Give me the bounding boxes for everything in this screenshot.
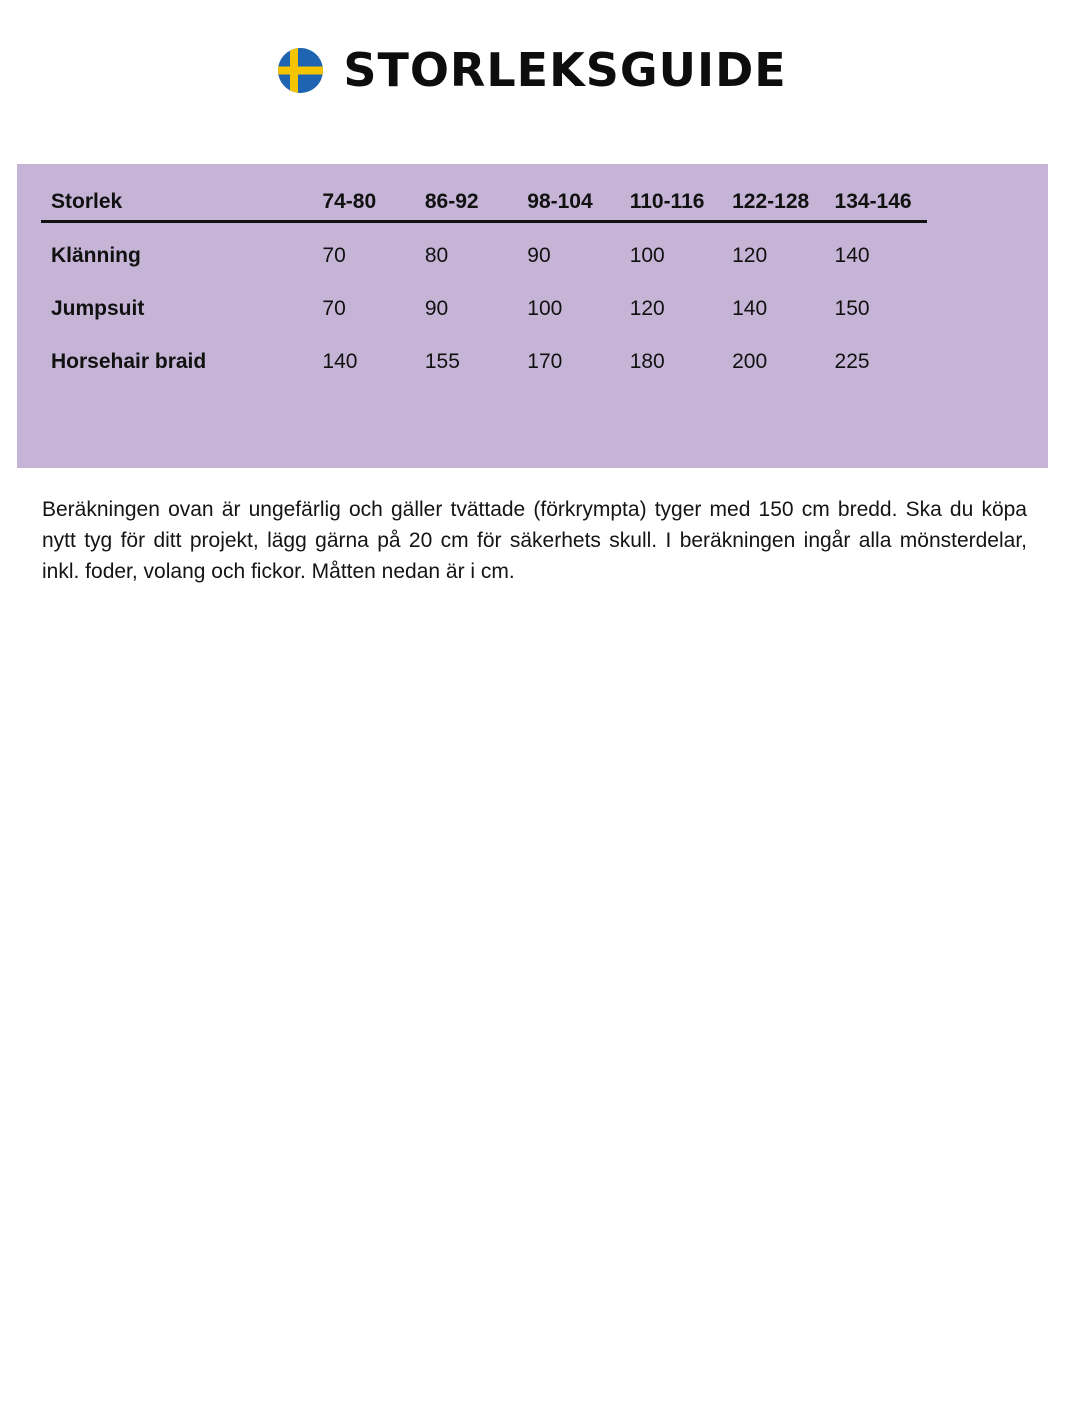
row-label: Klänning	[51, 243, 141, 267]
table-row	[41, 335, 927, 388]
table-cell: 200	[732, 349, 768, 373]
fabric-note: Beräkningen ovan är ungefärlig och gäller tvättade (förkrympta) tyger med 150 cm bredd. Ska du köpa nytt tyg för ditt projekt, lägg gärna på 20 cm för säkerhets skull. I beräkningen ingår alla mönsterdelar, inkl. foder, volang och fickor. Måtten nedan är i cm.	[42, 498, 1027, 583]
table-cell: 100	[527, 296, 563, 320]
table-row	[41, 222, 927, 283]
table-cell: 70	[322, 243, 346, 267]
sweden-flag-icon	[278, 48, 323, 93]
table-header-row	[41, 184, 927, 222]
table-row	[41, 282, 927, 335]
column-header-size-label: Storlek	[41, 184, 312, 222]
table-cell: 90	[527, 243, 551, 267]
table-cell: 120	[732, 243, 768, 267]
column-header: 74-80	[312, 184, 414, 222]
table-cell: 180	[629, 349, 665, 373]
table-cell: 100	[629, 243, 665, 267]
table-cell: 150	[834, 296, 870, 320]
table-cell: 140	[322, 349, 358, 373]
size-table-panel	[17, 164, 1048, 468]
column-header: 122-128	[722, 184, 824, 222]
column-header: 86-92	[415, 184, 517, 222]
page-header	[0, 40, 1065, 100]
table-cell: 225	[834, 349, 870, 373]
column-header: 110-116	[620, 184, 722, 222]
table-cell: 80	[424, 243, 449, 267]
table-cell: 140	[732, 296, 768, 320]
table-cell: 140	[834, 243, 870, 267]
row-label: Horsehair braid	[51, 349, 207, 373]
table-cell: 155	[424, 349, 460, 373]
size-table	[41, 184, 927, 388]
column-header: 134-146	[825, 184, 927, 222]
table-cell: 90	[424, 296, 449, 320]
table-cell: 70	[322, 296, 346, 320]
page-title: STORLEKSGUIDE	[343, 43, 787, 97]
table-cell: 120	[629, 296, 665, 320]
row-label: Jumpsuit	[51, 296, 145, 320]
column-header: 98-104	[517, 184, 619, 222]
table-cell: 170	[527, 349, 563, 373]
